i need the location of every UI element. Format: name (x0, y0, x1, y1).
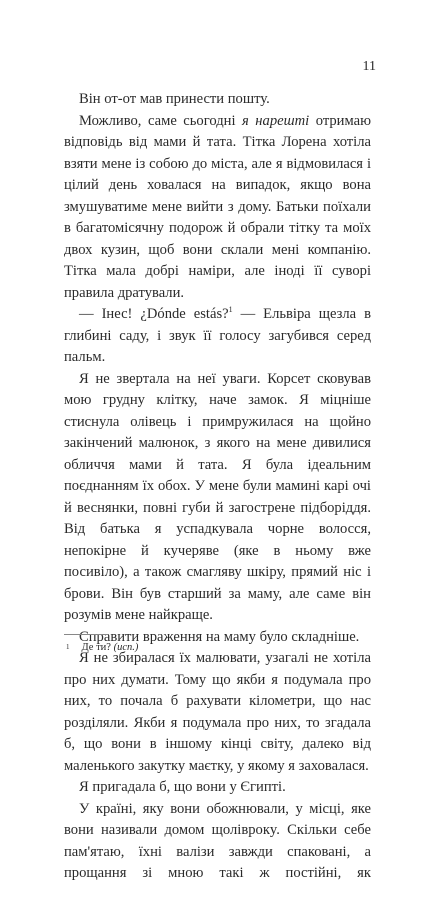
paragraph-text: Я пригадала б, що вони у Єгипті. (79, 779, 286, 795)
footnote-note: (исп.) (114, 642, 139, 653)
paragraph-text: — Інес! ¿Dónde estás? (79, 306, 229, 322)
paragraph-text: — Ельвіра щезла в глибині саду, і звук її голосу загубився серед пальм. (64, 306, 371, 365)
emphasis: я нарешті (242, 113, 309, 129)
paragraph-1 (64, 89, 371, 111)
paragraph-3 (64, 304, 371, 369)
paragraph-2 (64, 111, 371, 305)
paragraph-4 (64, 369, 371, 627)
paragraph-text: У країні, яку вони обожнювали, у місці, яке вони називали домом щоліврокy. Скільки себе пам'ятаю, їхні валізи завжди спаковані, а прощання зі мною такі ж постійні, як (64, 801, 371, 882)
footnote-mark: 1 (66, 643, 70, 651)
paragraph-8 (64, 799, 371, 906)
paragraph-text: Можливо, саме сьогодні (79, 113, 242, 129)
page-number: 11 (363, 59, 376, 75)
paragraph-text: Я не збиралася їх малювати, узагалі не хотіла про них думати. Тому що якби я подумала про них, то почала б рахувати кілометри, що нас розділяли. Якби я подумала про них, то згадала б, що вони в іншому кінці світу, далеко від маленького закутку маєтку, у якому я заховалася. (64, 650, 371, 774)
footnote-reference[interactable]: 1 (229, 305, 233, 314)
footnote (66, 641, 138, 654)
footnote-divider (64, 634, 108, 635)
paragraph-text: Справити враження на маму було складніше. (79, 629, 359, 645)
footnote-text: Де ти? (82, 642, 111, 653)
paragraph-text: отримаю відповідь від мами й тата. Тітка Лорена хотіла взяти мене із собою до міста, але я відмовилася і цілий день ховалася на випадок, якщо вона змушуватиме мене вийти з дому. Батьки поїхали в багатомісячну подорож й обрали тітку та моїх двох кузин, щоб вони склали мені компанію. Тітка мала добрі наміри, але іноді її суворі правила дратували. (64, 113, 371, 301)
body-text (64, 89, 371, 906)
paragraph-7 (64, 777, 371, 799)
paragraph-text: Я не зверталa на неї уваги. Корсет сковував мою грудну клітку, наче замок. Я міцніше стиснула олівець і примружилася на щойно закінчений малюнок, з якого на мене дивилися обличчя мами й тата. Я була ідеальним поєднанням їх обох. У мене були мамині карі очі й веснянки, повні губи й загострене підборіддя. Від батька я успадкувала чорне волосся, непокірне й кучеряве (яке в ньому вже посивіло), а також смагляву шкіру, прямий ніс і брови. Він був старший за маму, але саме він розумів мене найкраще. (64, 371, 371, 624)
paragraph-text: Він от-от мав принести пошту. (79, 91, 270, 107)
paragraph-6 (64, 648, 371, 777)
